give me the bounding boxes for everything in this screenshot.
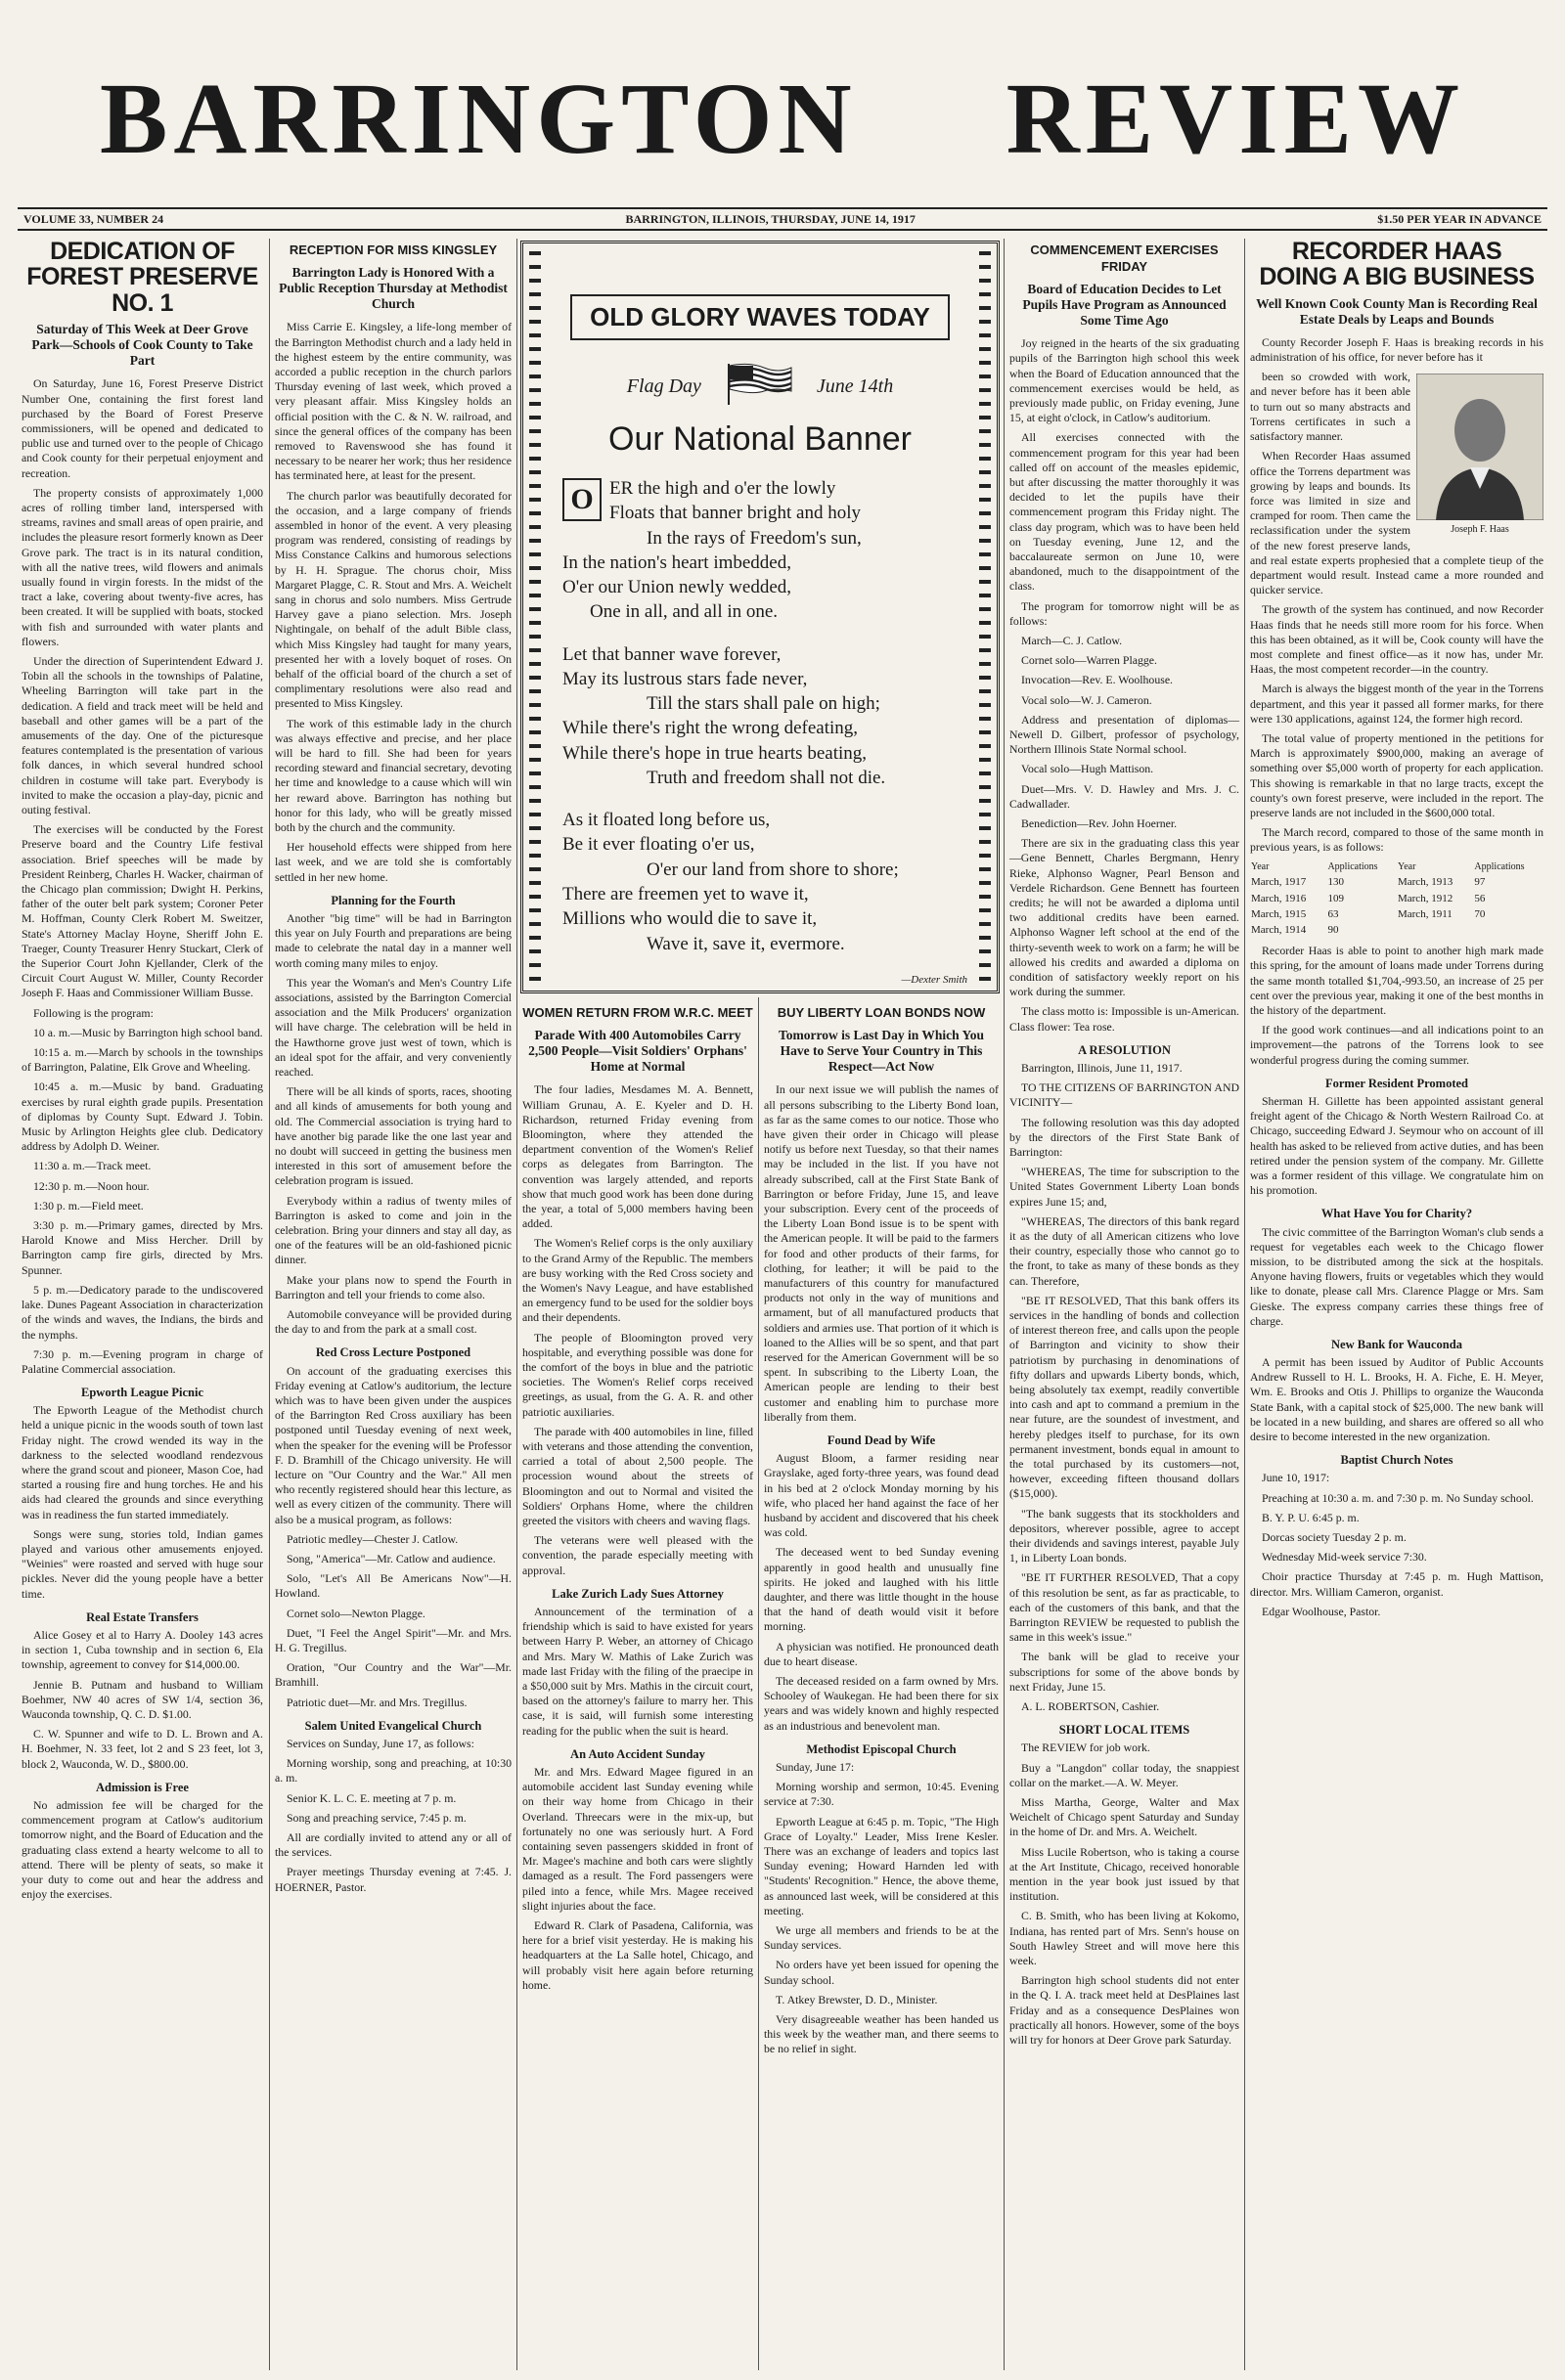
flag-day-row <box>553 362 967 411</box>
portrait-image <box>1416 374 1543 520</box>
paragraph: "BE IT FURTHER RESOLVED, That a copy of this resolution be sent, as far as practicable, to each of the customers of this bank, and that the Barrington REVIEW be requested to publish the same in this week's issue." <box>1009 1570 1239 1645</box>
column-rule <box>1244 239 1245 2370</box>
paragraph: Following is the program: <box>33 1005 154 1020</box>
paragraph: All exercises connected with the commencement program for this year had been called off on account of the measles epidemic, but after discussing the matter thoroughly it was decided to let the pupils have their commencement program this Friday night. The class day program, which was to have been held on Tuesday evening, June 12, and the baccalaureate sermon on June 10, were abandoned, much to the disappointment of the class. <box>1009 430 1239 594</box>
paragraph: Sunday, June 17: <box>776 1759 855 1774</box>
column-liberty-loan <box>760 1001 1003 2370</box>
drop-cap: O <box>562 478 602 521</box>
poem-line: O'er our Union newly wedded, <box>562 577 792 598</box>
paragraph: We urge all members and friends to be at the Sunday services. <box>764 1922 999 1953</box>
paragraph: When Recorder Haas assumed office the Torrens department was growing by leaps and bounds. Its force was limited in size and cramped for room. Then came the reclassification under the system of the new forest preserve lands, and real estate experts prophesied that a complete tieup of the department would result. Instead came a more rounded and quicker service. <box>1250 449 1543 597</box>
table-cell: 56 <box>1474 892 1486 904</box>
paragraph: Invocation—Rev. E. Woolhouse. <box>1021 673 1174 687</box>
paragraph: Duet—Mrs. V. D. Hawley and Mrs. J. C. Cadwallader. <box>1009 781 1239 811</box>
article-body <box>764 1451 999 1734</box>
paragraph: The program for tomorrow night will be as follows: <box>1009 598 1239 628</box>
paragraph: Song and preaching service, 7:45 p. m. <box>287 1810 467 1825</box>
paragraph: Mr. and Mrs. Edward Magee figured in an automobile accident last Sunday evening while on their way home from Chicago in their Overland. Threecars were in the mix-up, but fortunately no one was seriously hurt. A Ford containing seven passengers skidded in front of Mr. Magee's machine and both cars were slightly damaged as a result. The Ford passengers were piled into a fence, while Mrs. Magee received slight injuries about the face. <box>522 1764 753 1913</box>
subhead-resolution: A RESOLUTION <box>1078 1042 1171 1057</box>
paragraph: Make your plans now to spend the Fourth in Barrington and tell your friends to come also. <box>275 1272 512 1301</box>
subhead-fourth: Planning for the Fourth <box>331 893 456 907</box>
portrait-caption: Joseph F. Haas <box>1451 524 1509 536</box>
paragraph: The people of Bloomington proved very hospitable, and everything possible was done for the comfort of the boys in blue and the patriotic societies. The Women's Relief corps received greetings, as usual, from the G. A. R. and other patriotic auxiliaries. <box>522 1330 753 1419</box>
paragraph: Vocal solo—W. J. Cameron. <box>1021 692 1152 707</box>
poem-line: Be it ever floating o'er us, <box>562 834 755 856</box>
flag-day-label: Flag Day <box>626 375 701 397</box>
dateline-bar <box>18 207 1547 231</box>
paragraph: Address and presentation of diplomas—Newell D. Gilbert, professor of psychology, Northern Illinois State Normal school. <box>1009 712 1239 757</box>
poem-line: Let that banner wave forever, <box>562 643 782 665</box>
poem-line: In the nation's heart imbedded, <box>562 551 791 573</box>
paragraph: All are cordially invited to attend any or all of the services. <box>275 1829 512 1860</box>
paragraph: The bank will be glad to receive your subscriptions for some of the above bonds by next Friday, June 15. <box>1009 1650 1239 1694</box>
paragraph: 11:30 a. m.—Track meet. <box>33 1159 152 1173</box>
paragraph: 7:30 p. m.—Evening program in charge of Palatine Commercial association. <box>22 1346 263 1376</box>
subhead-transfers: Real Estate Transfers <box>86 1609 199 1624</box>
subhead-found-dead: Found Dead by Wife <box>827 1433 936 1447</box>
article-body <box>1250 335 1543 365</box>
subhead-redcross: Red Cross Lecture Postponed <box>315 1345 471 1360</box>
table-cell: March, 1911 <box>1397 907 1453 920</box>
table-header-cell: Applications <box>1327 860 1378 872</box>
paragraph: Oration, "Our Country and the War"—Mr. Bramhill. <box>275 1660 512 1690</box>
poem-line: ER the high and o'er the lowly <box>609 478 836 499</box>
subhead-baptist: Baptist Church Notes <box>1340 1453 1453 1468</box>
paragraph: Cornet solo—Warren Plagge. <box>1021 653 1157 668</box>
paragraph: Morning worship, song and preaching, at 10:30 a. m. <box>275 1756 512 1785</box>
paragraph: The deceased resided on a farm owned by Mrs. Schooley of Waukegan. He had been there for six years and was widely known and highly respected as an industrious and benevolent man. <box>764 1673 999 1733</box>
table-row <box>1250 874 1543 890</box>
paragraph: Miss Carrie E. Kingsley, a life-long member of the Barrington Methodist church and a lady held in the highest esteem by the entire community, was accorded a public reception in the church parlors Thursday evening of last week, which proved a very pleasant affair. Miss Kingsley holds an official position with the C. & N. W. railroad, and since the general offices of the company has been removed to Ravenswood she has found it necessary to be nearer her work; thus her residence has terminated here, at least for the present. <box>275 320 512 483</box>
paragraph: Benediction—Rev. John Hoerner. <box>1021 815 1178 830</box>
paragraph: No orders have yet been issued for opening the Sunday school. <box>764 1958 999 1987</box>
table-header-cell: Applications <box>1474 860 1525 872</box>
headline-commencement: COMMENCEMENT EXERCISES FRIDAY <box>1030 242 1219 274</box>
paragraph: The REVIEW for job work. <box>1021 1741 1150 1755</box>
deck-forest-preserve: Saturday of This Week at Deer Grove Park—Schools of Cook County to Take Part <box>31 321 253 369</box>
paragraph: Barrington, Illinois, June 11, 1917. <box>1021 1060 1183 1075</box>
paragraph: The parade with 400 automobiles in line, filled with veterans and those attending the convention, carried a total of about 2,500 people. The procession wound about the streets of Bloomington and out to Normal and visited the Soldiers' Orphans Home, where the children greeted the visitors with cheers and waving flags. <box>522 1424 753 1528</box>
poem-line: Truth and freedom shall not die. <box>647 767 886 788</box>
column-forest-preserve <box>18 239 267 2370</box>
masthead-right-word: REVIEW <box>1006 63 1466 175</box>
paragraph: Another "big time" will be had in Barrington this year on July Fourth and preparations are being made to celebrate the natal day in a manner well worth coming many miles to enjoy. <box>275 910 512 970</box>
paragraph: On Saturday, June 16, Forest Preserve District Number One, containing the first forest land purchased by the Board of Forest Preserve commissioners, will be opened and dedicated to public use and turned over to the people of Chicago and Cook county for their perpetual enjoyment and recreation. <box>22 376 263 480</box>
paragraph: The total value of property mentioned in the petitions for March is approximately $900,000, making an average of something over $5,000 worth of property for each application. This showing is remarkable in that no large tracts, except the county's own forest preserve, were included in the report. The preserve lands are not included in the $600,000 total. <box>1250 730 1543 819</box>
subscription-price: $1.50 PER YEAR IN ADVANCE <box>1377 211 1542 226</box>
headline-liberty-loan: BUY LIBERTY LOAN BONDS NOW <box>777 1005 986 1020</box>
poem-line: May its lustrous stars fade never, <box>562 668 808 689</box>
table-cell: 130 <box>1327 876 1344 889</box>
subhead-lake-zurich: Lake Zurich Lady Sues Attorney <box>552 1586 724 1601</box>
paragraph: March—C. J. Catlow. <box>1021 633 1123 647</box>
subhead-short-items: SHORT LOCAL ITEMS <box>1058 1723 1190 1738</box>
table-cell: 109 <box>1327 892 1344 904</box>
poem-line: There are freemen yet to wave it, <box>562 883 809 904</box>
column-rule <box>269 239 270 2370</box>
article-body <box>764 1082 999 1425</box>
poem-stanza-3 <box>562 808 967 956</box>
paragraph: Vocal solo—Hugh Mattison. <box>1021 762 1154 776</box>
paragraph: Dorcas society Tuesday 2 p. m. <box>1262 1530 1407 1545</box>
paragraph: County Recorder Joseph F. Haas is breaking records in his administration of his office, for never before has it <box>1250 334 1543 365</box>
column-rule <box>516 239 517 2370</box>
headline-forest-preserve: DEDICATION OF FOREST PRESERVE NO. 1 <box>26 239 258 317</box>
table-header-cell: Year <box>1397 860 1416 872</box>
paragraph: been so crowded with work, and never before has it been able to turn out so many abstracts and Torrens certificates in such a satisfactory manner. <box>1250 370 1410 444</box>
article-body <box>22 376 263 1377</box>
poem-line: While there's hope in true hearts beating, <box>562 742 868 764</box>
masthead-left-word: BARRINGTON <box>99 63 858 175</box>
admission-text: No admission fee will be charged for the commencement program at Catlow's auditorium tomorrow night, and the Board of Education and the graduating class extend a hearty welcome to all to attend. There will be plenty of seats, so make it your duty to come out and hear the address and enjoy the exercises. <box>22 1797 263 1902</box>
poem-line: Till the stars shall pale on high; <box>647 693 880 715</box>
poem-line: While there's right the wrong defeating, <box>562 718 859 739</box>
table-row <box>1250 922 1543 938</box>
paragraph: Very disagreeable weather has been handed us this week by the weather man, and there seems to be no relief in sight. <box>764 2011 999 2056</box>
paragraph: June 10, 1917: <box>1262 1471 1330 1485</box>
old-glory-title: OLD GLORY WAVES TODAY <box>570 294 950 340</box>
paragraph: C. B. Smith, who has been living at Kokomo, Indiana, has rented part of Mrs. Senn's house on South Hawley Street and will move here this week. <box>1009 1909 1239 1968</box>
subhead-methodist: Methodist Episcopal Church <box>806 1741 957 1756</box>
poem-line: O'er our land from shore to shore; <box>647 859 899 880</box>
portrait <box>1416 374 1543 537</box>
paragraph: Wednesday Mid-week service 7:30. <box>1262 1550 1427 1565</box>
paragraph: Patriotic medley—Chester J. Catlow. <box>287 1531 459 1546</box>
headline-recorder-haas: RECORDER HAAS DOING A BIG BUSINESS <box>1259 239 1535 291</box>
paragraph: C. W. Spunner and wife to D. L. Brown and A. H. Boehmer, N. 33 feet, lot 2 and S 23 feet, lot 3, block 2, Wauconda, W. D., $800.00. <box>22 1727 263 1771</box>
article-body <box>22 1403 263 1602</box>
paragraph: Her household effects were shipped from here last week, and we are told she is comfortably settled in her new home. <box>275 840 512 884</box>
paragraph: Choir practice Thursday at 7:45 p. m. Hugh Mattison, director. Mrs. William Cameron, organist. <box>1250 1569 1543 1599</box>
paragraph: Morning worship and sermon, 10:45. Evening service at 7:30. <box>764 1780 999 1809</box>
paragraph: Epworth League at 6:45 p. m. Topic, "The High Grace of Loyalty." Leader, Miss Irene Kesler. There was an exchange of leaders and topics last Sunday evening; Howard Harnden led with "Students' Recognition." Hence, the above theme, as announced last week, will be considered at this meeting. <box>764 1814 999 1917</box>
june-14-label: June 14th <box>816 375 894 397</box>
paragraph: Prayer meetings Thursday evening at 7:45. J. HOERNER, Pastor. <box>275 1865 512 1894</box>
flag-day-box <box>520 241 1000 993</box>
paragraph: The class motto is: Impossible is un-American. Class flower: Tea rose. <box>1009 1004 1239 1034</box>
table-cell: 90 <box>1327 924 1339 937</box>
subhead-auto-accident: An Auto Accident Sunday <box>570 1746 705 1761</box>
paragraph: Services on Sunday, June 17, as follows: <box>287 1736 474 1750</box>
poem <box>562 476 967 956</box>
deck-wrc-meet: Parade With 400 Automobiles Carry 2,500 People—Visit Soldiers' Orphans' Home at Normal <box>528 1027 747 1075</box>
table-cell: March, 1912 <box>1397 892 1453 904</box>
paragraph: The Women's Relief corps is the only auxiliary to the Grand Army of the Republic. The members are busy working with the Red Cross society and the Women's Navy League, and have established an emergency fund to be used for the soldier boys and their dependents. <box>522 1236 753 1325</box>
us-flag-icon <box>725 362 793 411</box>
paragraph: The deceased went to bed Sunday evening apparently in good health and unusually fine spirits. He joked and laughed with his little daughter, and there was little thought in the house that the hand of death would visit it before morning. <box>764 1545 999 1634</box>
paragraph: There are six in the graduating class this year—Gene Bennett, Charles Bergmann, Henry Rieke, Alphonso Wagner, Pearl Benson and Verdele Richardson. Gene Bennett has fourteen credits; he will not be awarded a diploma until two additional credits have been earned. Alphonso Wagner left school at the end of the thirty-seventh week to work on a farm; he will be allowed his credits and awarded a diploma on condition of satisfactory weekly report on his work during the summer. <box>1009 836 1239 999</box>
paragraph: 1:30 p. m.—Field meet. <box>33 1198 144 1212</box>
decorative-border <box>979 251 991 983</box>
paragraph: In our next issue we will publish the names of all persons subscribing to the Liberty Bond loan, as far as the same comes to our notice. Those who have given their order in Chicago will please notify us before next Tuesday, so that their names may be included in the list. If you have not already subscribed, call at the First State Bank of Barrington or before Friday, June 15, and leave your subscription. Every cent of the proceeds of the Liberty Loan Bond issue is to be spent with the American people. It will be paid to the farmers for food and other products of their farms, for clothing, for leather; it will be paid to the manufacturers of this country for manufactured products not only in the way of munitions and armament, but of all manufactured products that soldiers and armies use. That portion of it which is loaned to the Allies will be so spent, and that part reserved for the American Government will be so spent. In subscribing to the Liberty Loan, the American people are lending to their best customer and enabling him to purchase more liberally from them. <box>764 1082 999 1424</box>
headline-wrc-meet: WOMEN RETURN FROM W.R.C. MEET <box>522 1005 753 1020</box>
poem-line: Floats that banner bright and holy <box>609 503 861 524</box>
paragraph: The church parlor was beautifully decorated for the occasion, and a large company of friends assembled in honor of the event. A very pleasing program was rendered, consisting of readings by Miss Constance Calkins and humorous selections by H. H. Sprague. The chorus choir, Miss Margaret Plagge, C. R. Stout and Mrs. A. Weichelt sang in chorus and solo numbers. Miss Gertrude Harvey gave a piano selection. Mrs. Joseph Nightingale, on behalf of the adult Bible class, which Miss Kingsley had taught for many years, presented her with a lovely boquet of roses. On behalf of the official board of the church a set of complimentary resolutions were also read and presented to Miss Kingsley. <box>275 488 512 711</box>
headline-kingsley: RECEPTION FOR MISS KINGSLEY <box>289 242 498 257</box>
paragraph: This year the Woman's and Men's Country Life associations, assisted by the Barrington Comercial association and the Milk Producers' organization will have charge. The celebration will be held in the Hawthorne grove just west of town, which is an ideal spot for the affair, and very conveniently reached. <box>275 975 512 1079</box>
table-cell: March, 1917 <box>1251 876 1307 889</box>
column-commencement <box>1006 239 1243 2370</box>
paragraph: A. L. ROBERTSON, Cashier. <box>1021 1699 1160 1714</box>
paragraph: Miss Lucile Robertson, who is taking a course at the Art Institute, Chicago, received honorable mention in the year book just issued by that institution. <box>1009 1844 1239 1904</box>
article-body <box>1009 1741 1239 2048</box>
paragraph: Everybody within a radius of twenty miles of Barrington is asked to come and join in the celebration. Bring your dinners and stay all day, as one of the features will be an old-fashioned picnic dinner. <box>275 1193 512 1267</box>
deck-recorder-haas: Well Known Cook County Man is Recording Real Estate Deals by Leaps and Bounds <box>1256 295 1538 327</box>
subhead-charity: What Have You for Charity? <box>1320 1207 1473 1221</box>
article-body <box>1009 1061 1239 1714</box>
paragraph: Recorder Haas is able to point to another high mark made this spring, for the amount of loans made under Torrens during the same month totalled $1,704,-993.50, an increase of 25 per cent over the previous year, making it one of the best months in the history of the department. <box>1250 944 1543 1018</box>
paragraph: Alice Gosey et al to Harry A. Dooley 143 acres in section 1, Cuba township and in section 6, Ela township, agreement to convey for $14,000.00. <box>22 1628 263 1672</box>
paragraph: The four ladies, Mesdames M. A. Bennett, William Grunau, A. E. Kyeler and D. H. Richardson, returned Friday evening from Bloomington, where they attended the department convention of the Women's Relief corps as delegates from Barrington. The convention was largely attended, and reports show that much good work has been done during the year, a total of 5,000 members having been added. <box>522 1082 753 1231</box>
paragraph: On account of the graduating exercises this Friday evening at Catlow's auditorium, the lecture which was to have been given under the auspices of the Barrington Red Cross auxiliary has been postponed until Tuesday evening of next week, when the speaker for the evening will be Professor F. D. Bramhill of the Chicago university. He will lecture on "Our Country and the War." All men who recently registered should hear this lecture, as well as every citizen of the community. There will also be a musical program, as follows: <box>275 1363 512 1526</box>
article-body <box>275 911 512 1337</box>
table-cell: March, 1916 <box>1251 892 1307 904</box>
deck-commencement: Board of Education Decides to Let Pupils Have Program as Announced Some Time Ago <box>1022 281 1227 328</box>
table-row <box>1250 891 1543 906</box>
table-cell: March, 1914 <box>1251 924 1307 937</box>
poem-stanza-2 <box>562 642 967 791</box>
paragraph: Joy reigned in the hearts of the six graduating pupils of the Barrington high school this week when the Board of Education announced that the commencement exercises would be held, as previously made public, on Friday evening, June 15, at eight o'clock, in Catlow's auditorium. <box>1009 336 1239 425</box>
paragraph: The March record, compared to those of the same month in previous years, is as follows: <box>1250 825 1543 855</box>
article-body <box>764 1760 999 2057</box>
paragraph: Barrington high school students did not enter in the Q. I. A. track meet held at DesPlaines last Friday and as a consequence DesPlaines won practically all honors. However, some of the boys will try for honors at Deer Grove park Saturday. <box>1009 1973 1239 2048</box>
paragraph: 12:30 p. m.—Noon hour. <box>33 1178 150 1193</box>
paragraph: 10:15 a. m.—March by schools in the townships of Barrington, Palatine, Elk Grove and Wheeling. <box>22 1045 263 1075</box>
poem-line: Wave it, save it, evermore. <box>647 933 845 954</box>
paragraph: Miss Martha, George, Walter and Max Weichelt of Chicago spent Saturday and Sunday in the home of Dr. and Mrs. A. Weichelt. <box>1009 1795 1239 1839</box>
paragraph: Patriotic duet—Mr. and Mrs. Tregillus. <box>287 1695 468 1709</box>
article-body <box>1250 944 1543 1068</box>
column-rule <box>1004 239 1005 2370</box>
paragraph: B. Y. P. U. 6:45 p. m. <box>1262 1510 1360 1524</box>
article-body <box>522 1082 753 1578</box>
paragraph: March is always the biggest month of the year in the Torrens department, and this year it passed all former marks, for there were 130 applications, against 124, the former high record. <box>1250 682 1543 726</box>
decorative-border <box>529 251 541 983</box>
new-bank-text: A permit has been issued by Auditor of Public Accounts Andrew Russell to H. L. Brooks, H. A. Fiche, E. H. Meyer, Wm. E. Brooks and Otis J. Phillips to organize the Wauconda State Bank, with a capital stock of $25,000. The new bank will be located in a new building, and shares are offered so all who desire to become interested in the new organization. <box>1250 1355 1543 1444</box>
paragraph: Under the direction of Superintendent Edward J. Tobin all the schools in the townships of Palatine, Wheeling Barrington will take part in the dedication. A field and track meet will be held and baseball and other games will be a part of the amusements of the day. One of the picturesque features contemplated is the presentation of various folk dances, in which several hundred school children in costume will take part. Everybody is invited to make the occasion a play-day, picnic and outing festival. <box>22 653 263 816</box>
paragraph: The veterans were well pleased with the convention, the parade especially meeting with approval. <box>522 1533 753 1577</box>
paragraph: 10 a. m.—Music by Barrington high school band. <box>33 1025 263 1039</box>
charity-text: The civic committee of the Barrington Woman's club sends a request for vegetables each week to the Chicago flower mission, to be distributed among the sick at the hospitals. Anyone having flowers, fruits or vegetables which they would like to donate, please call Mrs. Clarence Plagge or Mrs. Sam Gieske. The express company carries these things free of charge. <box>1250 1224 1543 1328</box>
paragraph: Automobile conveyance will be provided during the day to and from the park at a small cost. <box>275 1307 512 1337</box>
poem-line: In the rays of Freedom's sun, <box>647 527 862 549</box>
column-recorder-haas <box>1246 239 1547 2370</box>
paragraph: Songs were sung, stories told, Indian games played and various other amusements enjoyed. "Weinies" were roasted and served with huge sour pickles. Never did the young people have a better time. <box>22 1526 263 1601</box>
paragraph: There will be all kinds of sports, races, shooting and all kinds of amusements for both young and old. The Commercial association is trying hard to have another big parade like the one last year and no doubt will succeed in getting the business men interested in this sort of amusement before the celebration program is issued. <box>275 1084 512 1188</box>
column-wrc-meet <box>518 1001 757 2370</box>
paragraph: Solo, "Let's All Be Americans Now"—H. Howland. <box>275 1571 512 1601</box>
paragraph: Duet, "I Feel the Angel Spirit"—Mr. and Mrs. H. G. Tregillus. <box>275 1625 512 1655</box>
paragraph: Edward R. Clark of Pasadena, California, was here for a brief visit yesterday. He is making his headquarters at the La Salle hotel, Chicago, and will probably visit here again before returning home. <box>522 1917 753 1992</box>
paragraph: TO THE CITIZENS OF BARRINGTON AND VICINITY— <box>1009 1080 1239 1110</box>
march-record-table <box>1250 860 1543 939</box>
subhead-epworth: Epworth League Picnic <box>81 1386 203 1400</box>
table-header-cell: Year <box>1251 860 1270 872</box>
article-body <box>275 1364 512 1710</box>
paragraph: August Bloom, a farmer residing near Grayslake, aged forty-three years, was found dead in his bed at 2 o'clock Monday morning by his wife, who placed her hand against the face of her husband by accident and discovered that his cheek was cold. <box>764 1451 999 1540</box>
article-body <box>1009 336 1239 1035</box>
paragraph: The growth of the system has continued, and now Recorder Haas finds that he needs still more room for his force. When this has been obtained, as it will be, Cook county will have the most complete and finest office—as it now has, under Mr. Haas, the most competent recorder—in the country. <box>1250 602 1543 677</box>
subhead-former-resident: Former Resident Promoted <box>1324 1076 1469 1090</box>
article-body <box>1250 1471 1543 1619</box>
paragraph: "WHEREAS, The time for subscription to the United States Government Liberty Loan bonds expires June 15; and, <box>1009 1165 1239 1209</box>
paragraph: Preaching at 10:30 a. m. and 7:30 p. m. No Sunday school. <box>1262 1490 1534 1505</box>
paragraph: T. Atkey Brewster, D. D., Minister. <box>776 1992 938 2006</box>
former-resident-text: Sherman H. Gillette has been appointed assistant general freight agent of the Chicago & North Western Railroad Co. at Chicago, succeeding Edward J. Seymour who on account of ill health has asked to be relieved from active duties, and has been retired under the pension system of the company. Mr. Gillette was a former resident of this village. We congratulate him on his promotion. <box>1250 1093 1543 1198</box>
paragraph: The following resolution was this day adopted by the directors of the First State Bank of Barrington: <box>1009 1115 1239 1159</box>
subhead-salem: Salem United Evangelical Church <box>304 1718 482 1733</box>
paragraph: Senior K. L. C. E. meeting at 7 p. m. <box>287 1790 457 1805</box>
table-row <box>1250 906 1543 922</box>
table-cell: 97 <box>1474 876 1486 889</box>
paragraph: Buy a "Langdon" collar today, the snappiest collar on the market.—A. W. Meyer. <box>1009 1760 1239 1789</box>
column-rule <box>758 997 759 2370</box>
paragraph: A physician was notified. He pronounced death due to heart disease. <box>764 1639 999 1668</box>
paragraph: The exercises will be conducted by the Forest Preserve board and the Country Life festival association. Brief speeches will be made by President Reinberg, Charles H. Wacker, chairman of the Chicago plan commission; Dwight H. Perkins, father of the outer belt park system; Coroner Peter M. Hoffman, County Clerk Robert M. Sweitzer, State's Attorney Maclay Hoyne, Sheriff John E. Traeger, County Treasurer Henry Stuckart, Clerk of the Superior Court John Kjellander, Clerk of the Circuit Court August W. Miller, County Recorder Joseph F. Haas and Commissioner William Busse. <box>22 822 263 1000</box>
national-banner-title: Our National Banner <box>608 420 912 458</box>
article-body <box>275 1737 512 1895</box>
lake-zurich-text: Announcement of the termination of a friendship which is said to have existed for years between Harry P. Weber, an attorney of Chicago and Mrs. Mary W. Mathis of Lake Zurich was made last Friday with the filing of the praecipe in a $50,000 suit by Mrs. Mathis in the circuit court, based on the attorney's failure to marry her. This case, it is said, will furnish some interesting reading for the public when the suit is heard. <box>522 1604 753 1738</box>
paragraph: "WHEREAS, The directors of this bank regard it as the duty of all American citizens who love their country, especially those who cannot go to the front, to take as many of these bonds as they can. Therefore, <box>1009 1213 1239 1288</box>
poem-stanza-1 <box>562 476 967 625</box>
paragraph: Edgar Woolhouse, Pastor. <box>1262 1604 1381 1618</box>
table-cell: March, 1913 <box>1397 876 1453 889</box>
paragraph: Jennie B. Putnam and husband to William Boehmer, NW 40 acres of SW 1/4, section 36, Wauconda township, Q. C. D. $1.00. <box>22 1677 263 1722</box>
paragraph: Cornet solo—Newton Plagge. <box>287 1606 425 1620</box>
table-cell: 63 <box>1327 907 1339 920</box>
article-body <box>522 1765 753 1993</box>
article-body <box>22 1628 263 1772</box>
paragraph: "BE IT RESOLVED, That this bank offers its services in the handling of bonds and collection of interest thereon free, and calls upon the people of Barrington and vicinity to show their patriotism by purchasing in denominations of fifty dollars and upwards Liberty bonds, which, being absolutely tax exempt, readily convertible into cash and apt to command a premium in the near future, are the soundest of investment, and hereby pledges itself to purchase, for its own permanent investment, bonds equal in amount to the total purchased by its customers—not, however, exceeding fifteen thousand dollars ($15,000). <box>1009 1293 1239 1501</box>
table-cell <box>1397 922 1473 938</box>
paragraph: 5 p. m.—Dedicatory parade to the undiscovered lake. Dunes Pageant Association in characterization of the winds and waves, the Indians, the birds and the nymphs. <box>22 1282 263 1342</box>
poem-author: —Dexter Smith <box>901 973 967 986</box>
volume-number: VOLUME 33, NUMBER 24 <box>23 211 164 226</box>
article-body <box>275 320 512 885</box>
deck-kingsley: Barrington Lady is Honored With a Public Reception Thursday at Methodist Church <box>279 264 508 312</box>
paragraph: Song, "America"—Mr. Catlow and audience. <box>287 1552 496 1566</box>
deck-liberty-loan: Tomorrow is Last Day in Which You Have to Serve Your Country in This Respect—Act Now <box>778 1027 985 1075</box>
paragraph: "The bank suggests that its stockholders and depositors, wherever possible, agree to accept their dividends and savings interest, payable July 1, in Liberty Loan bonds. <box>1009 1506 1239 1565</box>
paragraph: If the good work continues—and all indications point to an improvement—the patrons of the Torrens look to see wonderful progress during the coming summer. <box>1250 1023 1543 1067</box>
masthead <box>0 63 1565 175</box>
table-cell: March, 1915 <box>1251 907 1307 920</box>
paragraph: The Epworth League of the Methodist church held a unique picnic in the woods south of town last Friday night. The crowd wended its way in the darkness to the selected woodland rendezvous where the grand scout and pioneer, Mason Coe, had started a rousing fire and hung torches. He and his aids had cleared the grounds and since everything was in readiness the fun started immediately. <box>22 1403 263 1521</box>
poem-line: As it floated long before us, <box>562 810 771 831</box>
paragraph: 10:45 a. m.—Music by band. Graduating exercises by rural eighth grade pupils. Presentation of diplomas by County Supt. Edward J. Tobin. Music by Arlington Heights glee club. Dedicatory address by Adolph D. Weiner. <box>22 1080 263 1154</box>
column-kingsley <box>271 239 515 2370</box>
paragraph: 3:30 p. m.—Primary games, directed by Mrs. Harold Knowe and Miss Hercher. Drill by Barrington camp fire girls, directed by Mrs. Spunner. <box>22 1218 263 1277</box>
poem-line: One in all, and all in one. <box>590 601 779 623</box>
paragraph: The work of this estimable lady in the church was always effective and precise, and her place will be hard to fill. She had been for years recording steward and financial secretary, devoting her time and knowledge to a cause which will win her reward above. Barrington has nothing but honor for this lady, who will be greatly missed both by the church and the community. <box>275 716 512 835</box>
table-cell <box>1473 922 1543 938</box>
poem-line: Millions who would die to save it, <box>562 908 818 930</box>
table-cell: 70 <box>1474 907 1486 920</box>
place-date: BARRINGTON, ILLINOIS, THURSDAY, JUNE 14, 1917 <box>625 211 916 226</box>
subhead-new-bank: New Bank for Wauconda <box>1331 1337 1462 1351</box>
subhead-admission: Admission is Free <box>96 1780 189 1794</box>
paragraph: The property consists of approximately 1,000 acres of rolling timber land, interspersed with streams, ravines and small areas of open prairie, and includes the pleasure resort formerly known as Deer Grove park. The tract is in its natural condition, with all the native trees, wild flowers and animals usually found in virgin forests. In the midst of the tract a lake, covering about twenty-five acres, has been created. It will be supplied with boats, stocked with fish and surrounded with water plants and flowers. <box>22 485 263 648</box>
